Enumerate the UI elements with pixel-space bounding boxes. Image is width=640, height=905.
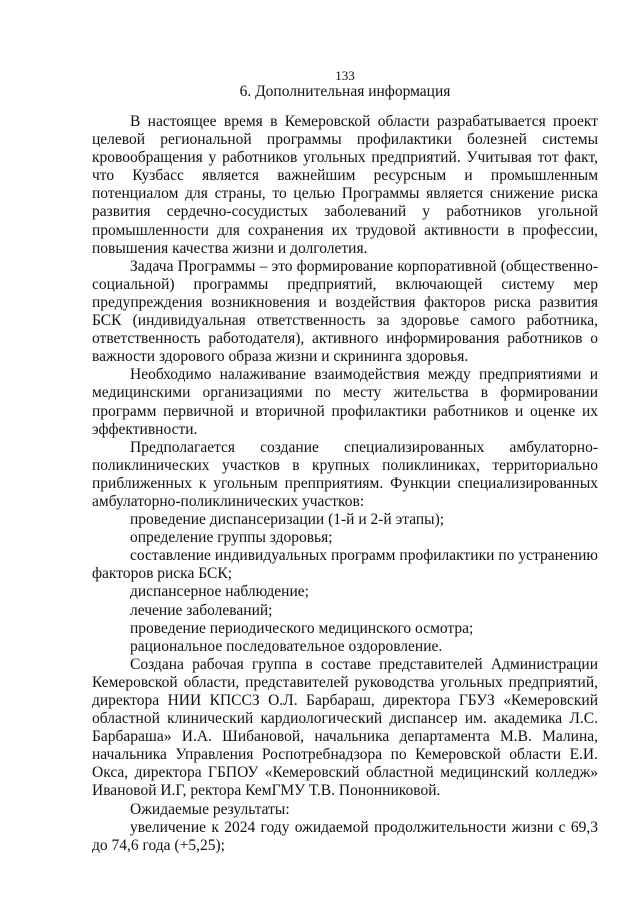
list-item-observation: диспансерное наблюдение; <box>130 583 309 601</box>
paragraph-specialized-units: Предполагается создание специализированных амбулаторно-поликлинических участков в крупных поликлиниках, территориально приближенных к угольным препприятиям. Функции специализированных амбулаторно-поликлинических участков: <box>92 438 598 510</box>
list-item-treatment: лечение заболеваний; <box>130 601 273 619</box>
list-item-periodic-exam: проведение периодического медицинского осмотра; <box>130 619 474 637</box>
page-number: 133 <box>335 68 355 83</box>
list-item-individual-programs: составление индивидуальных программ профилактики по устранению факторов риска БСК; <box>92 547 598 583</box>
paragraph-working-group: Создана рабочая группа в составе представителей Администрации Кемеровской области, представителей руководства угольных предприятий, директора НИИ КПССЗ О.Л. Барбараш, директора ГБУЗ «Кемеровский областной клинический кардиологический диспансер им. академика Л.С. Барбараша» И.А. Шибановой, начальника департамента М.В. Малина, начальника Управления Роспотребнадзора по Кемеровской области Е.И. Окса, директора ГБПОУ «Кемеровский областной медицинский колледж» Ивановой И.Г, ректора КемГМУ Т.В. Пононниковой. <box>92 655 598 800</box>
list-item-dispensary: проведение диспансеризации (1-й и 2-й этапы); <box>130 511 445 529</box>
paragraph-expected-results: Ожидаемые результаты: <box>130 800 290 818</box>
body-text <box>92 113 598 855</box>
list-item-rehabilitation: рациональное последовательное оздоровление. <box>130 637 443 655</box>
section-title: 6. Дополнительная информация <box>239 83 451 100</box>
paragraph-intro: В настоящее время в Кемеровской области разрабатывается проект целевой региональной программы профилактики болезней системы кровообращения у работников угольных предприятий. Учитывая тот факт, что Кузбасс является важнейшим ресурсным и промышленным потенциалом для страны, то целью Программы является снижение риска развития сердечно-сосудистых заболеваний у работников угольной промышленности для сохранения их трудовой активности в профессии, повышения качества жизни и долголетия. <box>92 113 598 257</box>
paragraph-interaction: Необходимо налаживание взаимодействия между предприятиями и медицинскими организациями по месту жительства в формировании программ первичной и вторичной профилактики работников и оценке их эффективности. <box>92 366 598 438</box>
list-item-life-expectancy: увеличение к 2024 году ожидаемой продолжительности жизни с 69,3 до 74,6 года (+5,25); <box>92 818 598 854</box>
list-item-health-group: определение группы здоровья; <box>130 529 333 547</box>
paragraph-program-task: Задача Программы – это формирование корпоративной (общественно-социальной) программы предприятий, включающей систему мер предупреждения возникновения и воздействия факторов риска развития БСК (индивидуальная ответственность за здоровье самого работника, ответственность работодателя), активного информирования работников о важности здорового образа жизни и скрининга здоровья. <box>92 257 598 366</box>
